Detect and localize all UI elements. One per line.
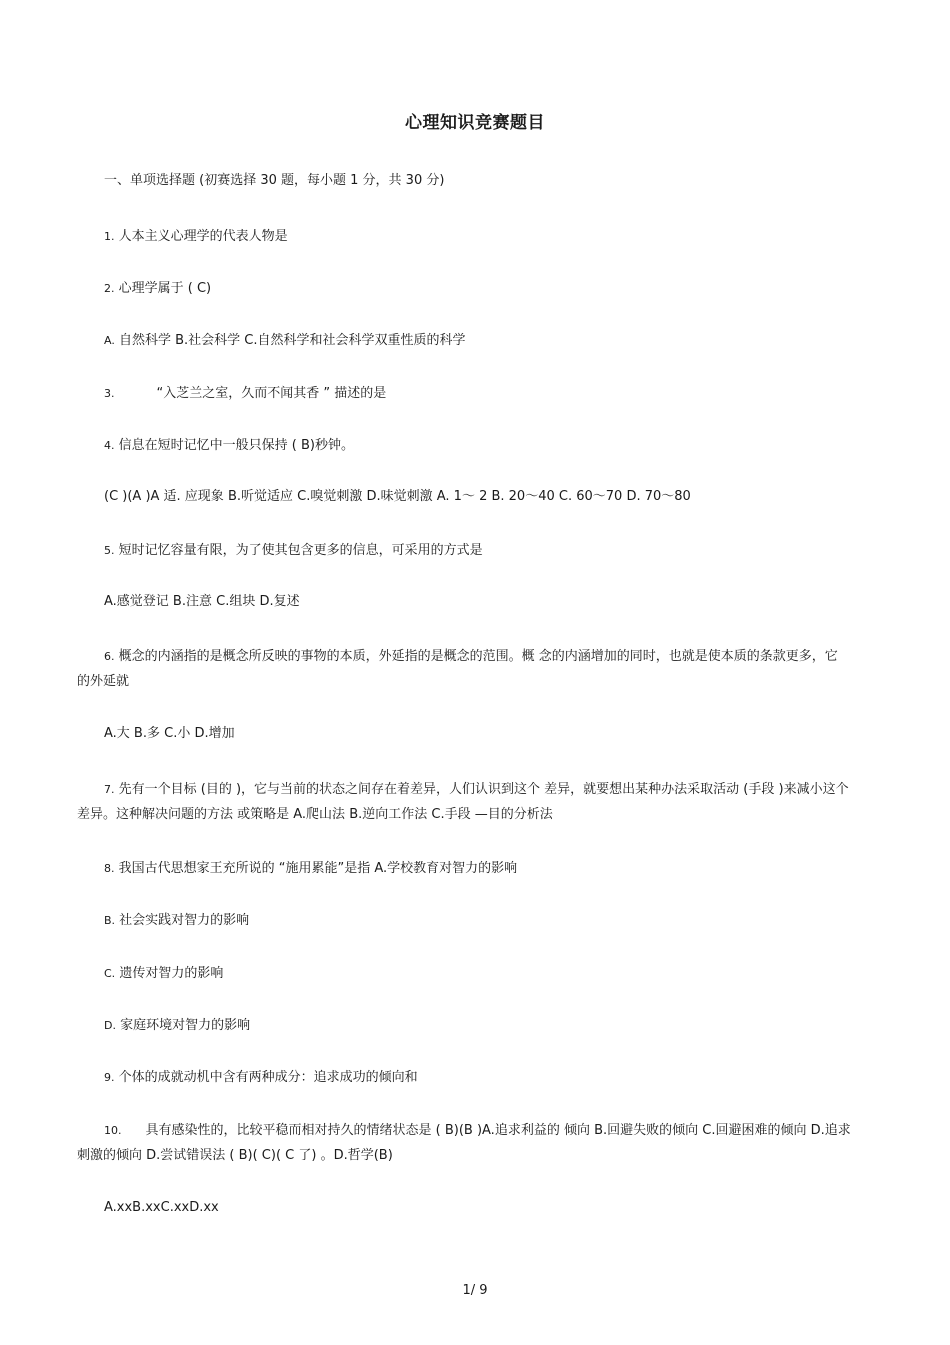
question-2-options bbox=[104, 328, 466, 353]
question-line-continued: 刺激的倾向 D.尝试错误法 ( B)( C)( C 了) 。D.哲学(B) bbox=[77, 1148, 393, 1163]
question-6-options: A.大 B.多 C.小 D.增加 bbox=[104, 726, 235, 741]
question-text: 信息在短时记忆中一般只保持 ( B)秒钟。 bbox=[114, 438, 354, 453]
question-number: 8. bbox=[104, 862, 115, 875]
question-text: 先有一个目标 (目的 )，它与当前的状态之间存在着差异，人们认识到这个 差异，就要想出某种办法采取活动 (手段 )来减小这个 bbox=[114, 782, 849, 797]
question-number: 9. bbox=[104, 1071, 115, 1084]
question-text: “入芝兰之室，久而不闻其香 ” 描述的是 bbox=[156, 386, 387, 401]
question-7 bbox=[77, 777, 867, 827]
option-text: 遗传对智力的影响 bbox=[115, 966, 224, 981]
question-text: 概念的内涵指的是概念所反映的事物的本质，外延指的是概念的范围。概 念的内涵增加的同时，也就是使本质的条款更多，它 bbox=[114, 649, 838, 664]
question-text: 我国古代思想家王充所说的 “施用累能”是指 A.学校教育对智力的影响 bbox=[114, 861, 518, 876]
question-line bbox=[77, 644, 867, 669]
question-1 bbox=[104, 224, 288, 249]
question-line-continued: 的外延就 bbox=[77, 674, 130, 689]
page-title: 心理知识竞赛题目 bbox=[405, 113, 545, 133]
question-8-option-c bbox=[104, 961, 223, 986]
section-heading: 一、单项选择题 (初赛选择 30 题，每小题 1 分，共 30 分) bbox=[104, 173, 445, 188]
question-text: 人本主义心理学的代表人物是 bbox=[114, 229, 288, 244]
option-text: 家庭环境对智力的影响 bbox=[115, 1018, 251, 1033]
question-4-options: (C )(A )A 适. 应现象 B.听觉适应 C.嗅觉刺激 D.味觉刺激 A. 1～ 2 B. 20～40 C. 60～70 D. 70～80 bbox=[104, 489, 691, 504]
question-number: 2. bbox=[104, 282, 115, 295]
option-label: C. bbox=[104, 967, 116, 980]
question-9 bbox=[104, 1065, 418, 1090]
question-2 bbox=[104, 276, 211, 301]
question-line-continued: 差异。这种解决问题的方法 或策略是 A.爬山法 B.逆向工作法 C.手段 —目的分析法 bbox=[77, 807, 553, 822]
question-number: 1. bbox=[104, 230, 115, 243]
option-text: 自然科学 B.社会科学 C.自然科学和社会科学双重性质的科学 bbox=[114, 333, 466, 348]
question-text: 短时记忆容量有限，为了使其包含更多的信息，可采用的方式是 bbox=[114, 543, 483, 558]
option-text: 社会实践对智力的影响 bbox=[115, 913, 250, 928]
question-number: 6. bbox=[104, 650, 115, 663]
question-8 bbox=[104, 856, 517, 881]
question-10-options: A.xxB.xxC.xxD.xx bbox=[104, 1200, 219, 1215]
option-label: B. bbox=[104, 914, 116, 927]
question-6 bbox=[77, 644, 867, 694]
question-line bbox=[77, 777, 867, 802]
question-line bbox=[77, 1118, 867, 1143]
option-label: D. bbox=[104, 1019, 116, 1032]
question-4 bbox=[104, 433, 354, 458]
question-text: 心理学属于 ( C) bbox=[114, 281, 212, 296]
question-5 bbox=[104, 538, 483, 563]
question-number: 7. bbox=[104, 783, 115, 796]
question-text: 具有感染性的，比较平稳而相对持久的情绪状态是 ( B)(B )A.追求利益的 倾向 B.回避失败的倾向 C.回避困难的倾向 D.追求 bbox=[145, 1123, 851, 1138]
question-number: 3. bbox=[104, 387, 115, 400]
page-number: 1/ 9 bbox=[462, 1283, 488, 1298]
question-text: 个体的成就动机中含有两种成分：追求成功的倾向和 bbox=[114, 1070, 418, 1085]
question-10 bbox=[77, 1118, 867, 1168]
question-8-option-b bbox=[104, 908, 249, 933]
question-number: 4. bbox=[104, 439, 115, 452]
question-8-option-d bbox=[104, 1013, 250, 1038]
question-3 bbox=[104, 381, 386, 406]
option-label: A. bbox=[104, 334, 115, 347]
question-5-options: A.感觉登记 B.注意 C.组块 D.复述 bbox=[104, 594, 300, 609]
question-number: 10. bbox=[104, 1124, 122, 1137]
question-number: 5. bbox=[104, 544, 115, 557]
